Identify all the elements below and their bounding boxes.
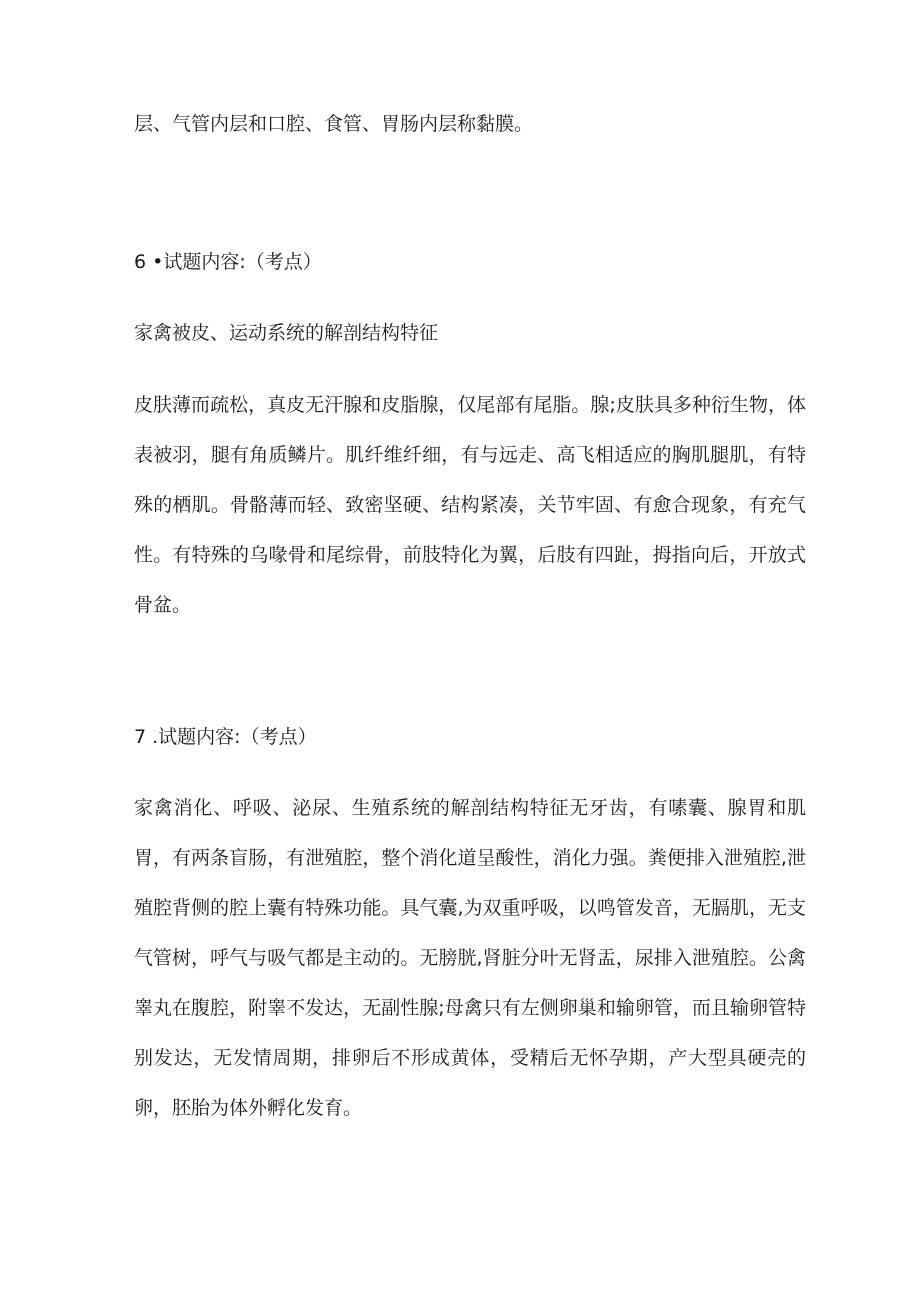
section-7-heading: 7 .试题内容:（考点） [134, 726, 317, 748]
section-6-heading: 6 •试题内容:（考点） [134, 251, 322, 273]
section-6-topic: 家禽被皮、运动系统的解剖结构特征 [134, 322, 439, 344]
intro-paragraph-tail: 层、气管内层和口腔、食管、胃肠内层称黏膜。 [134, 113, 534, 135]
section-6-body: 皮肤薄而疏松，真皮无汗腺和皮脂腺，仅尾部有尾脂。腺;皮肤具多种衍生物，体表被羽，腿有角质鳞片。肌纤维纤细，有与远走、高飞相适应的胸肌腿肌，有特殊的栖肌。骨骼薄而轻、致密坚硬、结构紧凑，关节牢固、有愈合现象，有充气性。有特殊的乌喙骨和尾综骨，前肢特化为翼，后肢有四趾，拇指向后，开放式骨盆。 [134, 394, 806, 616]
section-7-body: 家禽消化、呼吸、泌尿、生殖系统的解剖结构特征无牙齿，有嗉囊、腺胃和肌胃，有两条盲肠，有泄殖腔，整个消化道呈酸性，消化力强。粪便排入泄殖腔,泄殖腔背侧的腔上囊有特殊功能。具气囊,为双重呼吸，以鸣管发音，无膈肌，无支气管树，呼气与吸气都是主动的。无膀胱,肾脏分叶无肾盂，尿排入泄殖腔。公禽睾丸在腹腔，附睾不发达，无副性腺;母禽只有左侧卵巢和输卵管，而且输卵管特别发达，无发情周期，排卵后不形成黄体，受精后无怀孕期，产大型具硬壳的卵，胚胎为体外孵化发育。 [134, 797, 806, 1119]
